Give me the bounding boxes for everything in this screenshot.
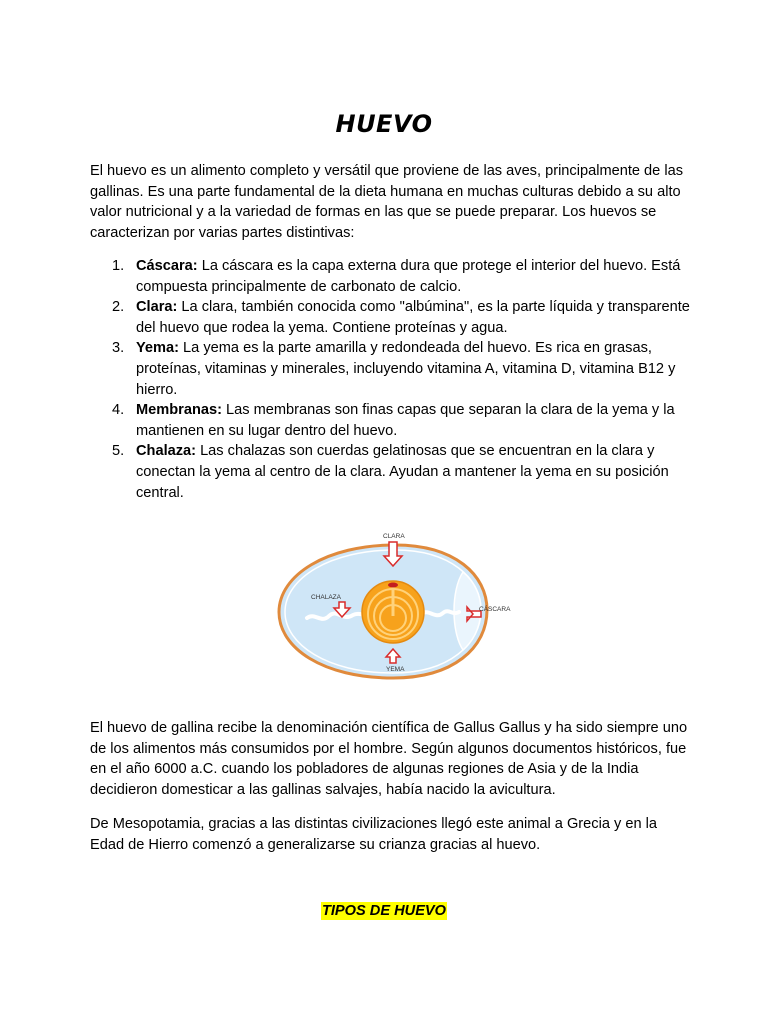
list-item bbox=[90, 256, 690, 297]
label-chalaza: CHALAZA bbox=[311, 594, 341, 601]
list-item bbox=[90, 441, 690, 503]
definition-text: La clara, también conocida como "albúmina", es la parte líquida y transparente del huevo que rodea la yema. Contiene proteínas y agua. bbox=[136, 299, 690, 336]
list-number: 2. bbox=[112, 299, 125, 316]
germinal-disc bbox=[388, 583, 398, 588]
list-item bbox=[90, 338, 690, 400]
history-paragraph: El huevo de gallina recibe la denominación científica de Gallus Gallus y ha sido siempre uno de los alimentos más consumidos por el hombre. Según algunos documentos históricos, fue en el año 6000 a.C. cuando los pobladores de algunas regiones de Asia y de la India decidieron domesticar a las gallinas salvajes, había nacido la avicultura. bbox=[90, 720, 688, 798]
definition-text: Las chalazas son cuerdas gelatinosas que se encuentran en la clara y conectan la yema al centro de la clara. Ayudan a mantener la yema en su posición central. bbox=[136, 443, 669, 501]
list-item bbox=[90, 400, 690, 441]
label-cascara: CÁSCARA bbox=[479, 606, 511, 613]
page-title: HUEVO bbox=[335, 110, 433, 138]
mesopotamia-paragraph: De Mesopotamia, gracias a las distintas civilizaciones llegó este animal a Grecia y en la Edad de Hierro comenzó a generalizarse su crianza gracias al huevo. bbox=[90, 816, 657, 853]
section-heading bbox=[0, 902, 768, 920]
term-chalaza: Chalaza: bbox=[136, 443, 197, 460]
list-item bbox=[90, 297, 690, 338]
term-membranas: Membranas: bbox=[136, 402, 222, 419]
section-title: TIPOS DE HUEVO bbox=[321, 903, 447, 919]
egg-diagram bbox=[255, 520, 513, 700]
list-number: 4. bbox=[112, 402, 125, 419]
definition-text: La cáscara es la capa externa dura que protege el interior del huevo. Está compuesta principalmente de carbonato de calcio. bbox=[136, 258, 681, 295]
term-cascara: Cáscara: bbox=[136, 258, 198, 274]
label-clara: CLARA bbox=[383, 533, 405, 540]
list-number: 1. bbox=[112, 258, 125, 274]
list-number: 3. bbox=[112, 340, 125, 357]
definition-text: Las membranas son finas capas que separan la clara de la yema y la mantienen en su lugar dentro del huevo. bbox=[136, 402, 675, 439]
egg-parts-list bbox=[90, 256, 690, 503]
term-clara: Clara: bbox=[136, 299, 178, 316]
label-yema: YEMA bbox=[386, 666, 405, 673]
term-yema: Yema: bbox=[136, 340, 179, 357]
list-number: 5. bbox=[112, 443, 125, 460]
intro-paragraph: El huevo es un alimento completo y versátil que proviene de las aves, principalmente de las gallinas. Es una parte fundamental de la dieta humana en muchas culturas debido a su alto valor nutricional y a la variedad de formas en las que se puede preparar. Los huevos se caracterizan por varias partes distintivas: bbox=[90, 163, 683, 241]
definition-text: La yema es la parte amarilla y redondeada del huevo. Es rica en grasas, proteínas, vitaminas y minerales, incluyendo vitamina A, vitamina D, vitamina B12 y hierro. bbox=[136, 340, 676, 398]
